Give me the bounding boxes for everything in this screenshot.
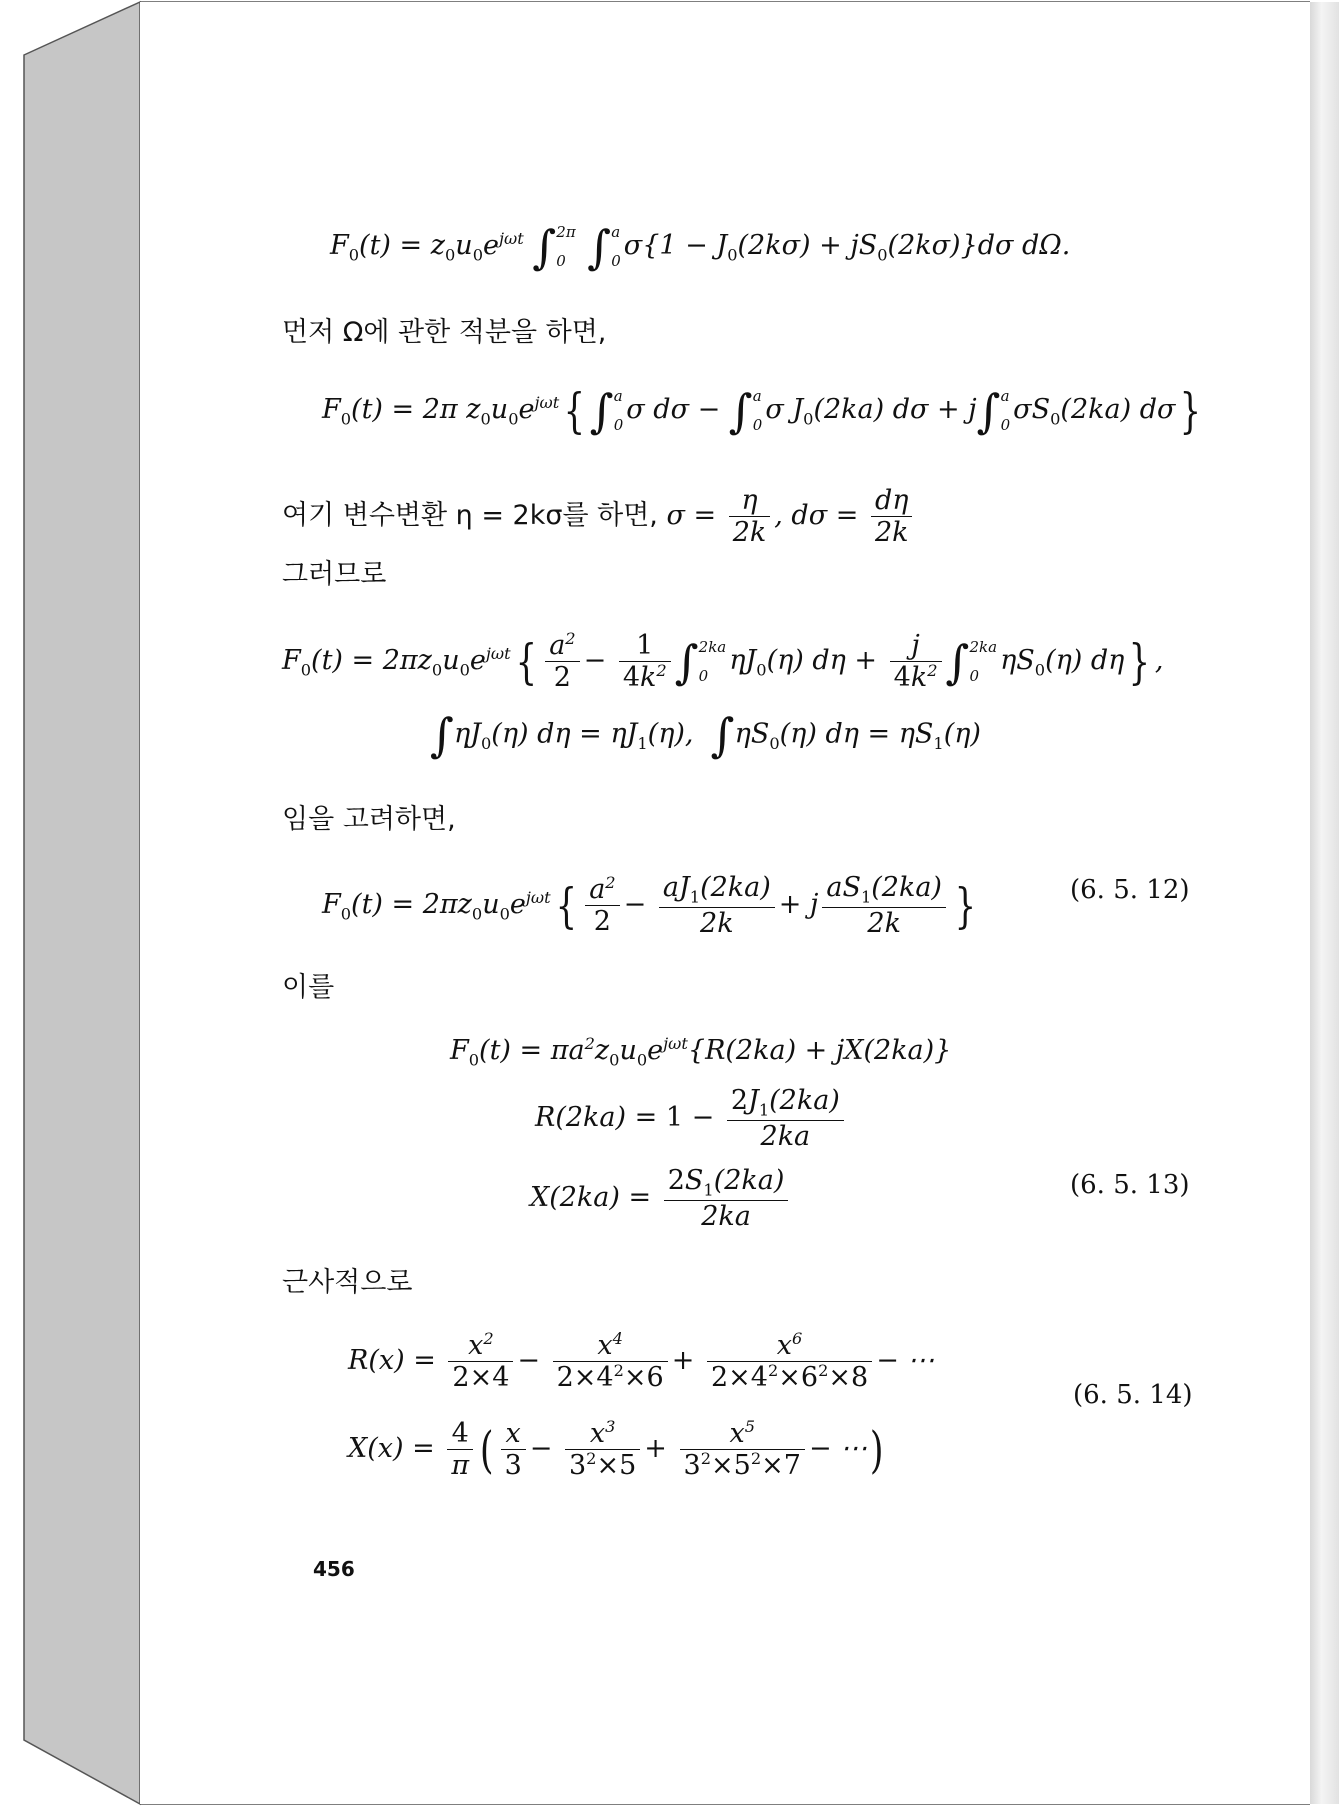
equation-x-2ka: X(2ka) = $\frac{2S_1(2ka)}{2ka}$ bbox=[530, 1165, 792, 1232]
text-this: 이를 bbox=[282, 972, 335, 1003]
text-intro-omega: 먼저 Ω에 관한 적분을 하면, bbox=[282, 317, 607, 348]
equation-f0-substituted: $F_0(t) = 2\pi z_0u_0e^{j\omega t}${ $\frac{a^2}{2}$ − $\frac{1}{4k^2}$ ∫ 2ka 0 $\eta J_0(\eta) d\eta$ + $\frac{j}{4k^2}$ ∫ 2ka 0 $\eta S_0(\eta)$ dη} , bbox=[282, 629, 1164, 694]
equation-number-6-5-12: (6. 5. 12) bbox=[1070, 875, 1190, 905]
equation-r-x-series: R(x) = $\frac{x^2}{2\times 4}$ − $\frac{x^4}{2\times 4^2\times 6}$ + $\frac{x^6}{2\times 4^2\times 6^2\times 8}$ − ⋯ bbox=[348, 1329, 935, 1394]
equation-number-6-5-13: (6. 5. 13) bbox=[1070, 1170, 1190, 1200]
equation-f0-initial: $F_0(t) = z_0u_0e^{j\omega t}$ ∫ 2π 0 ∫ a 0 $\sigma\{1 - J_0(2k\sigma) + jS_0(2k\sigma)\}d\sigma$ dΩ. bbox=[330, 219, 1071, 274]
text-substitution-prefix: 여기 변수변환 η = 2kσ를 하면, bbox=[282, 500, 658, 532]
equation-x-x-series: X(x) = $\frac{4}{\pi}$ ( $\frac{x}{3}$ − $\frac{x^3}{3^2\times 5}$ + $\frac{x^5}{3^2\times 5^2\times 7}$ − ⋯) bbox=[348, 1417, 884, 1482]
text-substitution: 여기 변수변환 η = 2kσ를 하면, σ = $\frac{\eta}{2k}$ , dσ = $\frac{d\eta}{2k}$ bbox=[282, 485, 916, 548]
page-edge bbox=[1310, 2, 1339, 1804]
equation-f0-resistance-reactance: $F_0(t) = \pi a^2z_0u_0e^{j\omega t}\{R(2ka) + jX(2ka)\}$ bbox=[450, 1034, 952, 1070]
text-therefore: 그러므로 bbox=[282, 559, 387, 590]
equation-number-6-5-14: (6. 5. 14) bbox=[1073, 1380, 1193, 1410]
text-considering: 임을 고려하면, bbox=[282, 804, 456, 835]
page-number: 456 bbox=[313, 1557, 355, 1581]
equation-bessel-struve-integrals: $\int\eta J_0(\eta) d\eta = \eta J_1(\eta)$, $\int\eta S_0(\eta) d\eta = \eta S_1(\eta)$ bbox=[430, 708, 981, 762]
equation-6-5-12: $F_0(t) = 2\pi z_0u_0e^{j\omega t}${ $\frac{a^2}{2}$ − $\frac{aJ_1(2ka)}{2k}$ + j $\frac{aS_1(2ka)}{2k}$ } bbox=[322, 872, 976, 940]
equation-r-2ka: R(2ka) = 1 − $\frac{2J_1(2ka)}{2ka}$ bbox=[535, 1085, 848, 1152]
text-approx: 근사적으로 bbox=[282, 1267, 413, 1298]
equation-f0-omega-integrated: $F_0(t) = 2\pi$ $z_0u_0e^{j\omega t}\{\int$ a 0 σ dσ − ∫ a 0 σ $J_0(2ka) d\sigma + j\int$ a 0 $\sigma S_0(2ka)$ dσ} bbox=[322, 382, 1202, 439]
